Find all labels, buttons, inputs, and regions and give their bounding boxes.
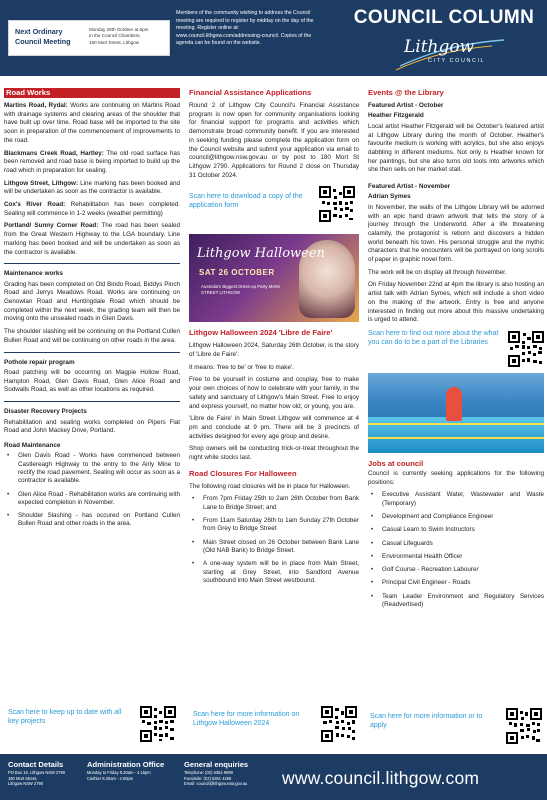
qr-code-icon[interactable] [319,186,355,222]
road-item-martins: Martins Road, Rydal: Works are continuing on Martins Road with drainage systems and clearing areas of the shoulder that have built up over time. Road base will be imported to the site soon in preparation of the commencement of improvements to the road. [4,102,180,144]
qr-code-icon[interactable] [506,708,542,744]
middle-column [189,88,359,590]
november-artist-name: Adrian Symes [368,193,411,201]
library-scan-row [368,329,544,369]
road-item-blackmans: Blackmans Creek Road, Hartley: The old road surface has been removed and road base is being imported to build up the road which in preparation for sealing. [4,149,180,174]
footer-enquiries [184,760,280,787]
banner-date: SAT 26 OCTOBER [199,268,275,278]
halloween-text-5: Shop owners will be conducting trick-or-treat throughout the night while stocks last. [189,445,359,462]
list-item[interactable]: • Development and Compliance Engineer [368,513,544,521]
pothole-heading: Pothole repair program [4,358,75,366]
footer-office-hours [87,760,183,781]
list-item: • From 11am Saturday 26th to 1am Sunday 27th October from Grey to Bridge Street [189,517,359,534]
halloween-scan-link[interactable]: Scan here for more information on Lithgow Halloween 2024 [193,711,300,727]
road-works-column [4,88,180,534]
financial-heading: Financial Assistance Applications [189,88,312,97]
list-item[interactable]: • Team Leader Environment and Regulatory Services (Readvertised) [368,593,544,610]
section-divider [4,263,180,264]
october-artist-name: Heather Fitzgerald [368,112,424,120]
list-item[interactable]: • Casual Learn to Swim Instructors [368,526,544,534]
halloween-heading: Lithgow Halloween 2024 'Libre de Faire' [189,328,333,338]
november-artist-text-1: In November, the walls of the Lithgow Library will be adorned with an epic hand drawn artwork that tells the story of a journey through the Underworld. After a life threatening calamity, the protagonist is reborn and discovers a hidden world beneath his town. His personal struggle and the mythic characters that he encounters will be portrayed on long scrolls of paper in graphic novel form. [368,203,544,264]
footer-contact [8,760,88,787]
contact-line: 180 Mort Street, [8,775,38,781]
meeting-label-line-1: Next Ordinary [15,27,63,36]
lifeguard-figure [446,387,462,421]
enquiries-line[interactable]: Email: council@lithgow.nsw.gov.au [184,781,248,787]
road-item-portland: Portland/ Sunny Corner Road: The road has been sealed from the Great Western Highway to the LGA boundary. Line marking has been booked and will be undertaken as soon as the contractor is available. [4,222,180,256]
disaster-text: Rehabilitation and sealing works completed on Pipers Flat Road and John Mackey Drive, Portland. [4,418,180,435]
list-item[interactable]: • Executive Assistant Water, Wastewater and Waste (Temporary) [368,491,544,508]
meeting-label [15,27,85,47]
maintenance-heading: Maintenance works [4,270,63,278]
halloween-banner-image [189,234,359,322]
meeting-details [89,27,171,46]
list-item: • Glen Alice Road - Rehabilitation works are continuing with expected completion in November. [4,491,180,508]
maintenance-text-1: Grading has been completed on Old Bindo Road, Biddys Pinch Road and Jerrys Meadows Road. Works are continuing on Genowlan Road and Huntingdale Road which should be completed within the next week, the grading team will then be moving onto the unsealed roads in Glen Davis. [4,280,180,323]
meeting-label-line-2: Council Meeting [15,37,71,46]
financial-scan-row [189,186,359,228]
library-scan-link[interactable]: Scan here to find out more about the what you can do to be a part of the Libraries [368,329,499,346]
qr-code-icon[interactable] [321,706,357,742]
road-works-scan-row [4,706,180,748]
jobs-scan-link[interactable]: Scan here for more information or to apply [370,713,483,729]
road-closures-list [189,495,359,585]
meeting-date: Monday 28th October at 6pm [89,27,149,32]
office-line: Cashier 8.30am - 4.00pm [87,775,134,781]
library-events-heading: Events @ the Library [368,88,444,97]
list-item[interactable]: • Environmental Health Officer [368,553,544,561]
header-bar [0,0,547,76]
road-works-scan-link[interactable]: Scan here to keep up to date with all key projects [8,709,122,725]
pool-lane-rope [368,423,544,425]
road-item-lithgow-street: Lithgow Street, Lithgow: Line marking has been booked and will be undertaken as soon as the contractor is available. [4,179,180,196]
jobs-scan-row [368,708,544,750]
list-item: • From 7pm Friday 25th to 2am 26th October from Bank Lane to Bridge Street; and [189,495,359,512]
list-item: • Main Street closed on 26 October between Bank Lane (Old NAB Bank) to Bridge Street. [189,539,359,556]
registration-note: Members of the community wishing to address the Council meeting are required to register by midday on the day of the meeting. Register online at: www.council.lithgow.com/addressing-council. Copies of the agenda can be found on the website. [176,10,314,47]
halloween-scan-row [189,706,359,748]
list-item: • Shoulder Slashing - has occured on Portland Cullen Bullen Road and other roads in the area. [4,512,180,529]
road-works-heading: Road Works [4,88,180,98]
road-item-coxs-river: Cox's River Road: Rehabilitation has been completed. Sealing will commence in 1-2 weeks (weather permitting) [4,201,180,217]
swimming-pool-photo [368,373,544,453]
list-item: • A one-way system will be in place from Main Street, starting at Grey Street, into Sandford Avenue southbound into Main Street westbound. [189,560,359,585]
halloween-text-4: 'Libre de Faire' in Main Street Lithgow will commence at 4 pm and conclude at 9 pm. There will be 3 precincts of activities designed for every age group and desire. [189,415,359,440]
page-title: COUNCIL COLUMN [353,7,535,28]
list-item[interactable]: • Golf Course - Recreation Labourer [368,566,544,574]
pool-lane-rope [368,437,544,439]
meeting-info-box [8,20,170,56]
logo-sub: CITY COUNCIL [428,58,486,64]
halloween-text-2: It means: 'free to be' or 'free to make'. [189,363,294,371]
financial-text: Round 2 of Lithgow City Council's Financial Assistance program is now open for community organisations looking for financial support for programs and activities which demonstrate broad community benefit. If you are interested in seeking funding please complete the application form on the Council website and submit your application via email to council@lithgow.nsw.gov.au or by post to 180 Mort St Lithgow 2790. Applications for Round 2 close on Thursday 31 October 2024. [189,102,359,179]
contact-line: PO Box 19, Lithgow NSW 2790 [8,770,66,775]
banner-title: Lithgow Halloween [197,246,325,262]
list-item: • Glen Davis Road - Works have commenced between Castlereagh Highway to the entry to the Airly Mine to rectify the road pavement. Sealing will occur as soon as a contractor is available. [4,452,180,485]
contact-line: Lithgow NSW 2790 [8,781,44,787]
list-item[interactable]: • Principal Civil Engineer - Roads [368,579,544,587]
footer-bar [0,754,547,800]
maintenance-text-2: The shoulder slashing will be continuing on the Portland Cullen Bullen Road and will be continuing on other roads in the area. [4,328,180,344]
road-closures-intro: The following road closures will be in place for Halloween. [189,482,351,490]
road-maintenance-list [4,452,180,528]
jobs-list [368,491,544,609]
road-closures-heading: Road Closures For Halloween [189,468,297,478]
november-artist-text-3: On Friday November 22nd at 4pm the library is also hosting an artist talk with Adrian Symes, which will include a short video on the making of the artwork. Entry is free and anyone interested in finding out more about this massive undertaking is urged to attend. [368,281,544,324]
section-divider [4,352,180,353]
library-column [368,88,544,614]
qr-code-icon[interactable] [140,706,176,742]
halloween-text-3: Free to be yourself in costume and cosplay, free to make your own choices of how to celebrate with your family, in the safety and sanctuary of Lithgow's Main Street. Free to enjoy and express yourself, no matter how old, or young, you are. [189,376,359,410]
website-link[interactable]: www.council.lithgow.com [282,768,480,788]
financial-scan-link[interactable]: Scan here to download a copy of the application form [189,193,303,210]
disaster-heading: Disaster Recovery Projects [4,408,87,416]
november-artist-heading: Featured Artist - November [368,183,451,191]
office-title: Administration Office [87,760,165,769]
list-item[interactable]: • Casual Lifeguards [368,540,544,548]
meeting-address: 180 Mort Street, Lithgow [89,39,140,45]
october-artist-text: Local artist Heather Fitzgerald will be October's featured artist at Lithgow Library during the month of October. Heather's favourite medium is working with acrylics, but she also enjoys dabbling in different mediums. Not only is Heather known for her paintings, but she also turns old tools into artworks which she then sells on her market stall. [368,122,544,174]
halloween-text-1: Lithgow Halloween 2024, Saturday 26th October, is the story of 'Libre de Faire'. [189,342,359,359]
office-line: Monday to Friday 8.30am - 4.15pm [87,770,151,775]
road-maintenance-heading: Road Maintenance [4,441,61,449]
november-artist-text-2: The work will be on display all through November. [368,268,507,276]
october-artist-heading: Featured Artist - October [368,102,444,109]
section-divider [4,401,180,402]
enquiries-line: Telephone: (02) 6354 9999 [184,770,233,775]
jobs-heading: Jobs at council [368,458,424,468]
banner-subtitle: Australia's Biggest Dress-up Party MAIN STREET LITHGOW [201,284,280,296]
jobs-intro: Council is currently seeking applications for the following positions: [368,469,544,486]
qr-code-icon[interactable] [508,331,544,367]
council-logo [392,36,512,72]
enquiries-title: General enquiries [184,760,249,769]
meeting-venue: In the Council Chambers, [89,33,141,39]
contact-title: Contact Details [8,760,64,769]
enquiries-line: Facsimile: (02) 6351 4259 [184,775,232,781]
pothole-text: Road patching will be occurring on Magpie Hollow Road, Hampton Road, Glen Davis Road, Glen Alice Road and Sodwalls Road, as well as other locations as required. [4,368,180,394]
logo-word: Lithgow [404,37,475,57]
